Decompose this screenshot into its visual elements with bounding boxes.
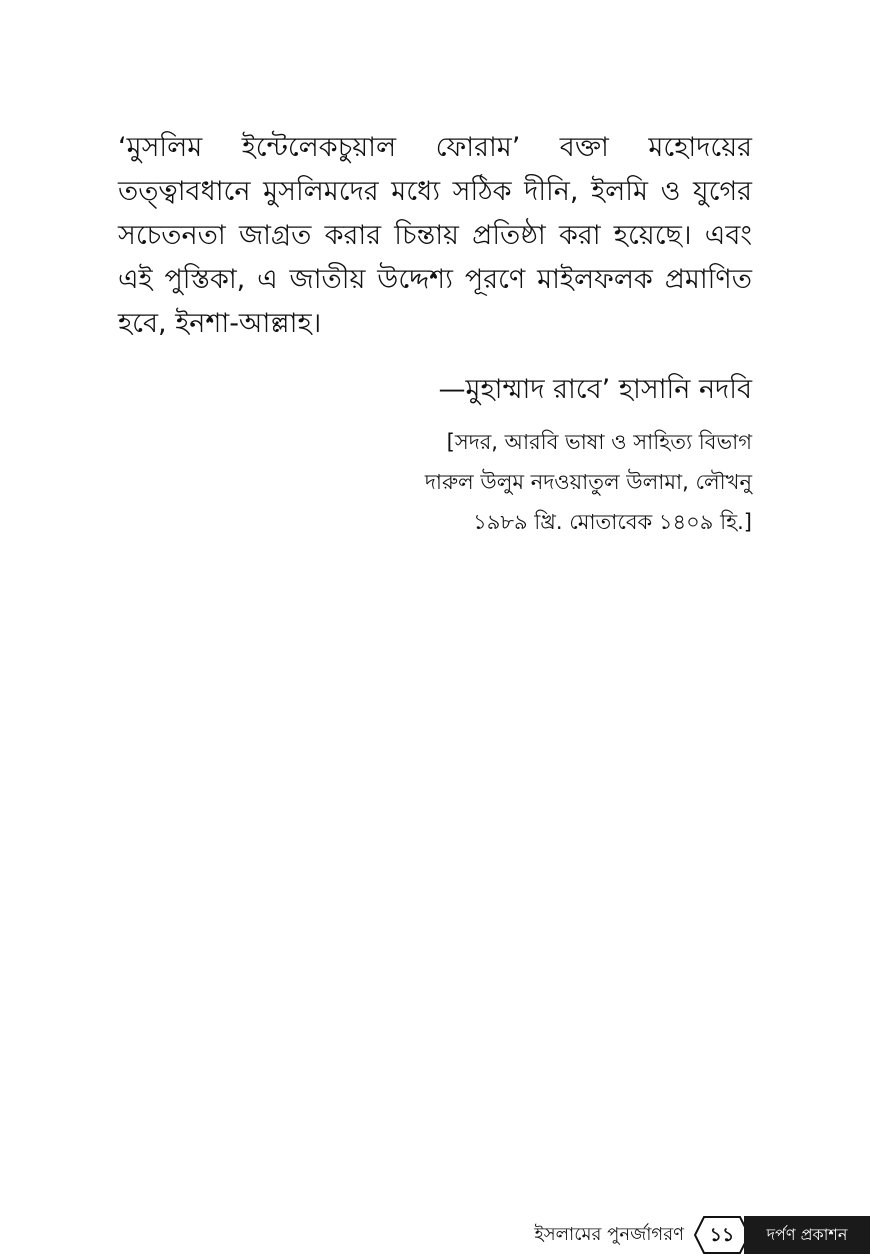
signature-author: —মুহাম্মাদ রাবে’ হাসানি নদবি <box>438 374 752 405</box>
page-number: ১১ <box>709 1224 735 1246</box>
page-number-badge <box>694 1216 750 1254</box>
page-footer <box>0 1210 870 1260</box>
signature-title-line: [সদর, আরবি ভাষা ও সাহিত্য বিভাগ <box>446 430 752 454</box>
publisher-logo: দর্পণ প্রকাশন <box>744 1216 870 1254</box>
footer-book-title: ইসলামের পুনর্জাগরণ <box>534 1224 684 1245</box>
body-paragraph: ‘মুসলিম ইন্টেলেকচুয়াল ফোরাম’ বক্তা মহোদয়ের তত্ত্বাবধানে মুসলিমদের মধ্যে সঠিক দীনি, ইলমি ও যুগের সচেতনতা জাগ্রত করার চিন্তায় প্রতিষ্ঠা করা হয়েছে। এবং এই পুস্তিকা, এ জাতীয় উদ্দেশ্য পূরণে মাইলফলক প্রমাণিত হবে, ইনশা-আল্লাহ। <box>118 132 752 339</box>
signature-block <box>252 370 752 542</box>
signature-date-line: ১৯৮৯ খ্রি. মোতাবেক ১৪০৯ হি.] <box>473 510 752 534</box>
signature-institution-line: দারুল উলুম নদওয়াতুল উলামা, লৌখনু <box>424 470 752 494</box>
